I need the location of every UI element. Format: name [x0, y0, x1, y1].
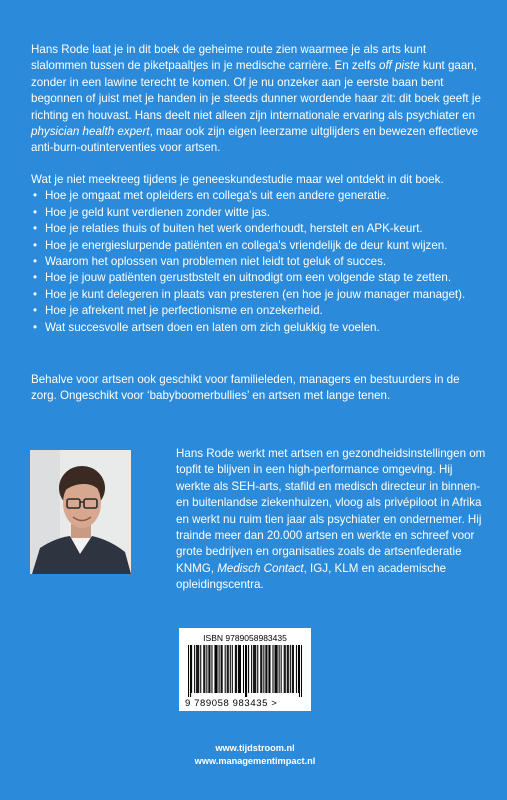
barcode-bar [188, 645, 189, 697]
intro-text-1: Hans Rode laat je in dit boek de geheime route zien waarmee je als arts kunt slalommen tussen de piketpaaltjes in je medische carrière. En zelfs [31, 43, 427, 73]
barcode-bar [263, 645, 264, 693]
list-item: • Hoe je kunt delegeren in plaats van presteren (en hoe je jouw manager managet). [31, 287, 483, 303]
bio-text-1: Hans Rode werkt met artsen en gezondheidsinstellingen om topfit te blijven in een high-performance omgeving. Hij werkte als SEH-arts, stafild en medisch directeur in binnen- en buitenlandse ziekenhuizen, vloog als privépiloot in Afrika en werkt nu ruim tien jaar als psychiater en ondernemer. Hij trainde meer dan 20.000 artsen en werkte en schreef voor grote bedrijven en organisaties zoals de artsenfederatie KNMG, [176, 447, 486, 575]
barcode-bar [284, 645, 285, 693]
barcode-bar [235, 645, 236, 693]
barcode-bar [200, 645, 201, 693]
list-item: • Wat succesvolle artsen doen en laten om zich gelukkig te voelen. [31, 320, 483, 336]
barcode-bar [288, 645, 289, 693]
url-tijdstroom[interactable]: www.tijdstroom.nl [215, 743, 295, 753]
learn-list [31, 188, 483, 336]
barcode-bar [254, 645, 255, 693]
barcode-bar [197, 645, 198, 693]
barcode-bar [281, 645, 282, 693]
barcode-bar [196, 645, 197, 693]
barcode-bar [257, 645, 258, 693]
barcode-bar [198, 645, 199, 693]
intro-text-2: kunt gaan, zonder in een lawine terecht te komen. Of je nu onzeker aan je eerste baan bent begonnen of juist met je handen in je steeds dunner wordende haar zit: dit boek geeft je richting en houvast. Hans deelt niet alleen zijn internationale ervaring als psychiater en [31, 59, 481, 122]
barcode-bar [246, 645, 247, 697]
list-item: • Hoe je omgaat met opleiders en collega's uit een andere generatie. [31, 188, 483, 204]
barcode-bar [208, 645, 209, 693]
barcode-bar [260, 645, 261, 693]
author-photo [30, 450, 131, 574]
website-urls [100, 742, 410, 767]
barcode-bar [301, 645, 302, 697]
list-item: • Hoe je energieslurpende patiënten en collega's vriendelijk de deur kunt wijzen. [31, 238, 483, 254]
barcode-bar [215, 645, 216, 693]
barcode-bar [203, 645, 204, 693]
barcode-bar [236, 645, 237, 693]
barcode-bar [214, 645, 215, 693]
barcode-bar [190, 645, 191, 697]
learn-section [31, 172, 483, 336]
barcode-bar [251, 645, 252, 693]
barcode-bar [228, 645, 229, 693]
list-item: • Hoe je afrekent met je perfectionisme en onzekerheid. [31, 303, 483, 319]
list-item: • Waarom het oplossen van problemen niet leidt tot geluk of succes. [31, 254, 483, 270]
intro-text-3: , maar ook zijn eigen leerzame uitglijders en bewezen effectieve anti-burn-outinterventies voor artsen. [31, 125, 479, 155]
barcode-bar [261, 645, 262, 693]
audience-text: Behalve voor artsen ook geschikt voor familieleden, managers en bestuurders in de zorg. Ongeschikt voor ‘babyboomerbullies’ en artsen met lange tenen. [31, 373, 460, 403]
list-item: • Hoe je relaties thuis of buiten het werk onderhoudt, herstelt en APK-keurt. [31, 221, 483, 237]
barcode-bar [296, 645, 297, 693]
barcode-bar [266, 645, 267, 693]
author-bio [176, 446, 486, 594]
bio-text-2: , IGJ, KLM en academische opleidingscentra. [176, 561, 447, 592]
barcode-bar [268, 645, 269, 693]
barcode-bar [243, 645, 244, 693]
barcode-bar [191, 645, 192, 693]
barcode-bar [222, 645, 223, 693]
barcode-digits: 9 789058 983435 > [185, 698, 278, 709]
barcode-bar [253, 645, 254, 693]
url-managementimpact[interactable]: www.managementimpact.nl [194, 755, 316, 766]
barcode-bar [275, 645, 276, 693]
barcode-bar [206, 645, 207, 693]
audience-paragraph [31, 372, 483, 405]
learn-lead: Wat je niet meekreeg tijdens je geneeskundestudie maar wel ontdekt in dit boek. [31, 173, 444, 186]
barcode-bar [279, 645, 280, 693]
barcode-bar [265, 645, 266, 693]
barcode-bar [209, 645, 210, 693]
barcode-bar [221, 645, 222, 693]
barcode-bar [255, 645, 256, 693]
bio-italic: Medisch Contact [217, 561, 304, 575]
barcode-bar [227, 645, 228, 693]
barcode-bar [277, 645, 278, 693]
barcode-bar [211, 645, 212, 693]
barcode-bar [285, 645, 286, 693]
list-item: • Hoe je jouw patiënten gerustbstelt en uitnodigt om een volgende stap te zetten. [31, 270, 483, 286]
barcode-bar [290, 645, 291, 693]
isbn-label: ISBN 9789058983435 [203, 633, 287, 643]
barcode-bar [272, 645, 273, 693]
barcode-bar [240, 645, 241, 693]
intro-offpiste: off piste [379, 59, 420, 73]
barcode-bar [239, 645, 240, 693]
barcode-bar [238, 645, 239, 693]
barcode-bar [287, 645, 288, 693]
barcode-bar [299, 645, 300, 697]
barcode-bar [248, 645, 249, 693]
barcode-bar [293, 645, 294, 693]
intro-paragraph [31, 42, 483, 157]
intro-expert: physician health expert [31, 125, 150, 139]
barcode-bar [194, 645, 195, 693]
barcode-bar [225, 645, 226, 693]
barcode-bar [232, 645, 233, 693]
isbn-barcode [179, 628, 311, 711]
barcode-bar [269, 645, 270, 693]
barcode-bar [219, 645, 220, 693]
barcode-bar [292, 645, 293, 693]
barcode-bar [298, 645, 299, 693]
barcode-bar [217, 645, 218, 693]
barcode-bar [245, 645, 246, 697]
barcode-bar [276, 645, 277, 693]
barcode-bar [204, 645, 205, 693]
barcode-bar [230, 645, 231, 693]
list-item: • Hoe je geld kunt verdienen zonder witte jas. [31, 205, 483, 221]
barcode-bars [188, 645, 302, 697]
